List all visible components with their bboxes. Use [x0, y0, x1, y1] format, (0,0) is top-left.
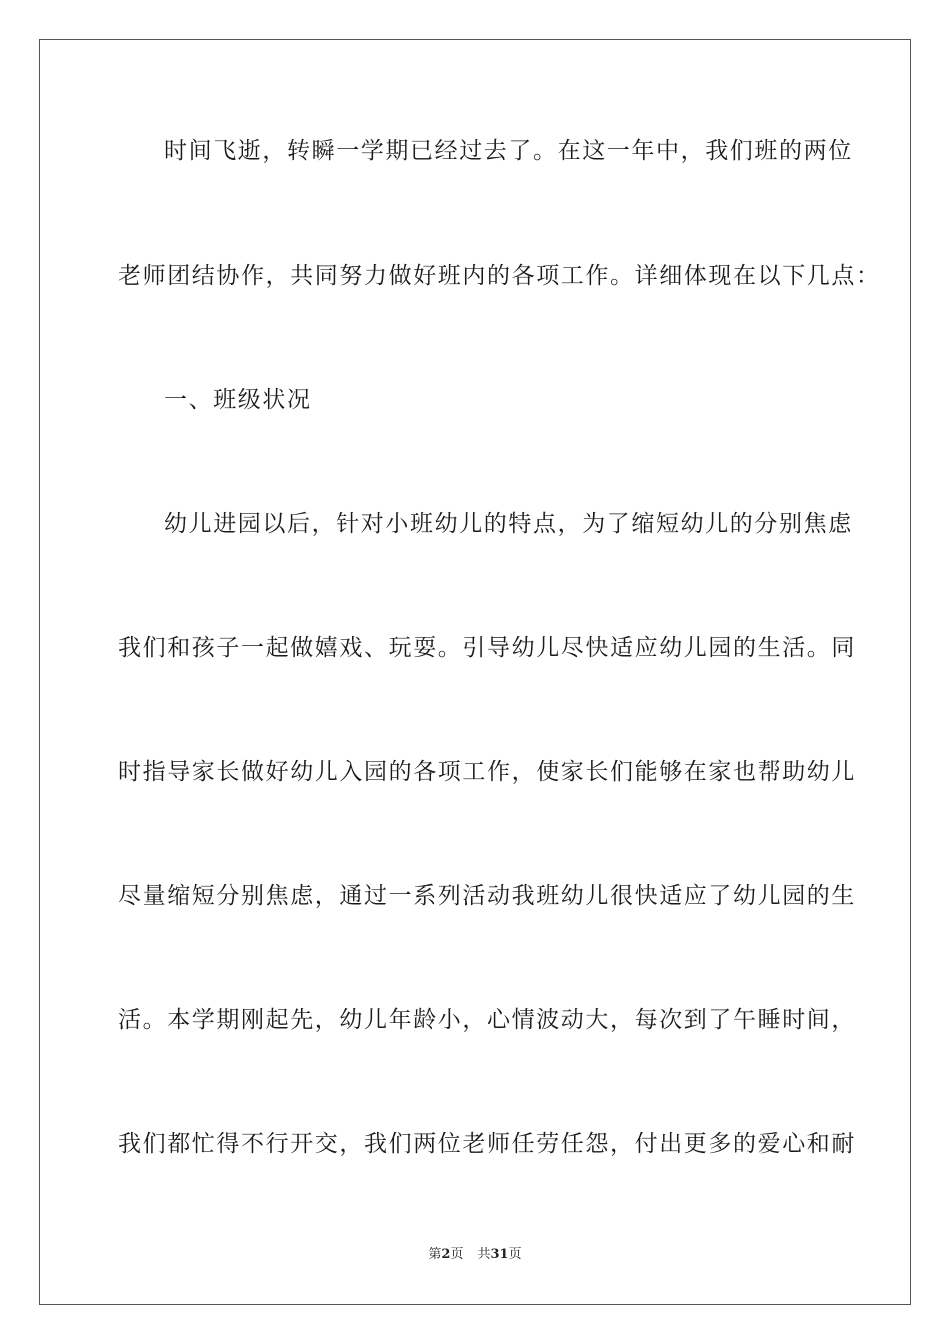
paragraph-line: 时指导家长做好幼儿入园的各项工作，使家长们能够在家也帮助幼儿 — [118, 759, 856, 785]
paragraph-line: 时间飞逝，转瞬一学期已经过去了。在这一年中，我们班的两位 — [164, 138, 853, 164]
page-suffix: 页 — [450, 1247, 464, 1262]
paragraph-line: 活。本学期刚起先，幼儿年龄小，心情波动大，每次到了午睡时间， — [118, 1007, 856, 1033]
page-border — [39, 39, 911, 1305]
paragraph-line: 我们都忙得不行开交，我们两位老师任劳任怨，付出更多的爱心和耐 — [118, 1131, 856, 1157]
current-page-number: 2 — [441, 1247, 451, 1262]
section-heading: 一、班级状况 — [164, 387, 312, 413]
paragraph-line: 老师团结协作，共同努力做好班内的各项工作。详细体现在以下几点： — [118, 263, 881, 289]
page-footer — [0, 1246, 950, 1264]
total-prefix: 共 — [477, 1247, 491, 1262]
total-page-count: 31 — [490, 1247, 509, 1262]
paragraph-line: 我们和孩子一起做嬉戏、玩耍。引导幼儿尽快适应幼儿园的生活。同 — [118, 635, 856, 661]
total-suffix: 页 — [508, 1247, 522, 1262]
paragraph-line: 尽量缩短分别焦虑，通过一系列活动我班幼儿很快适应了幼儿园的生 — [118, 883, 856, 909]
page-prefix: 第 — [428, 1247, 442, 1262]
paragraph-line: 幼儿进园以后，针对小班幼儿的特点，为了缩短幼儿的分别焦虑 — [164, 511, 853, 537]
